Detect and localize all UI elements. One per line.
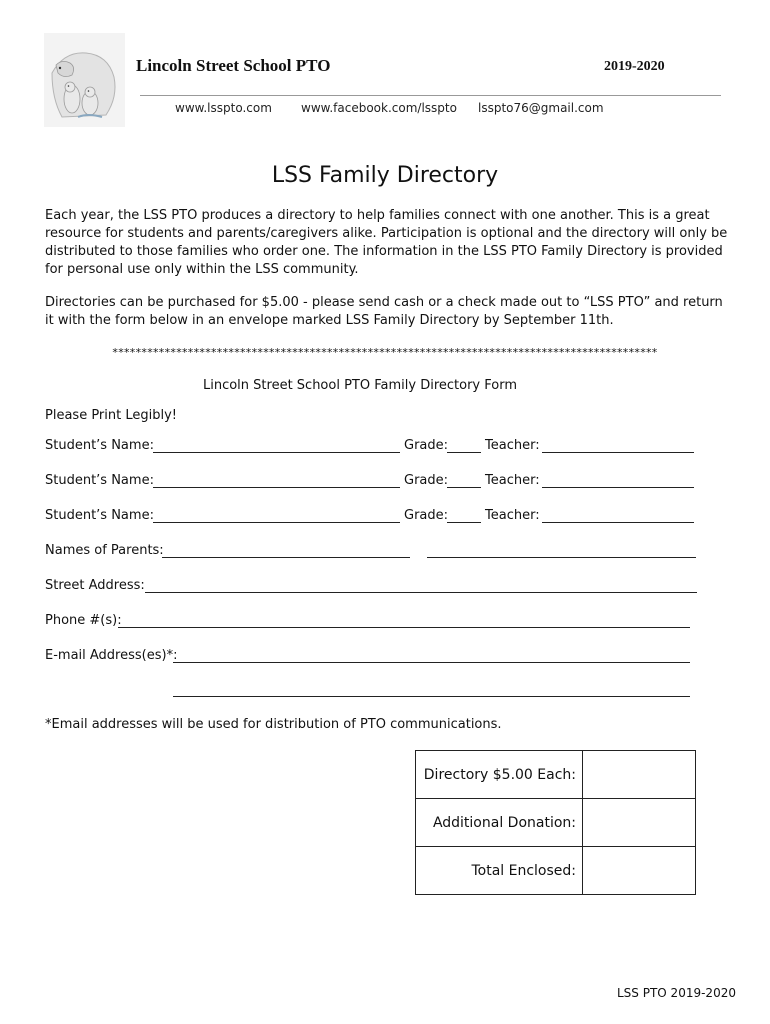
header-divider — [140, 95, 721, 96]
website-link[interactable]: www.lsspto.com — [175, 101, 272, 115]
page-title: LSS Family Directory — [271, 163, 499, 188]
donation-label: Additional Donation: — [416, 799, 583, 847]
teacher-field-1[interactable] — [542, 452, 694, 453]
envelope-label-text: LSS Family Directory — [345, 313, 480, 328]
teacher-field-2[interactable] — [542, 487, 694, 488]
student-name-field-2[interactable] — [153, 487, 400, 488]
table-row — [416, 847, 696, 895]
email-link[interactable]: lsspto76@gmail.com — [478, 101, 604, 115]
parent-name-field-2[interactable] — [427, 557, 696, 558]
grade-field-3[interactable] — [447, 522, 481, 523]
student-name-field-3[interactable] — [153, 522, 400, 523]
table-row — [416, 751, 696, 799]
facebook-link[interactable]: www.facebook.com/lsspto — [301, 101, 457, 115]
student-name-label: Student’s Name: — [45, 473, 154, 488]
email-address-field-2[interactable] — [173, 696, 690, 697]
grade-label: Grade: — [404, 473, 449, 488]
student-name-field-1[interactable] — [153, 452, 400, 453]
street-address-field[interactable] — [145, 592, 697, 593]
polar-bears-logo-icon — [44, 33, 125, 127]
grade-label: Grade: — [404, 438, 449, 453]
table-row — [416, 799, 696, 847]
parent-name-field-1[interactable] — [162, 557, 410, 558]
directory-cost-field[interactable] — [583, 751, 696, 799]
student-name-label: Student’s Name: — [45, 438, 154, 453]
payee-text: LSS PTO — [589, 295, 644, 310]
price-text: $5.00 — [261, 295, 299, 310]
teacher-label: Teacher: — [485, 508, 540, 523]
footer-text: LSS PTO 2019-2020 — [617, 986, 736, 1000]
phone-label: Phone #(s): — [45, 613, 122, 628]
intro-paragraph: Each year, the LSS PTO produces a directory to help families connect with one another. This is a great resource for students and parents/caregivers alike. Participation is optional and the directory will only be distributed to those families who order one. The information in the LSS PTO Family Directory is provided for personal use only within the LSS community. — [45, 208, 728, 277]
grade-field-2[interactable] — [447, 487, 481, 488]
print-legibly-note: Please Print Legibly! — [45, 408, 177, 423]
deadline-text: September 11th — [503, 313, 610, 328]
teacher-field-3[interactable] — [542, 522, 694, 523]
separator-line: ********************************************************************************************** — [112, 346, 658, 359]
email-usage-note: *Email addresses will be used for distribution of PTO communications. — [45, 717, 502, 732]
parents-label: Names of Parents: — [45, 543, 164, 558]
school-year: 2019-2020 — [604, 59, 665, 74]
directory-cost-label: Directory $5.00 Each: — [416, 751, 583, 799]
purchase-paragraph: Directories can be purchased for $5.00 - please send cash or a check made out to “LSS PTO” and return it with the form below in an envelope marked LSS Family Directory by September 11th. — [45, 295, 723, 328]
donation-field[interactable] — [583, 799, 696, 847]
total-enclosed-field[interactable] — [583, 847, 696, 895]
student-name-label: Student’s Name: — [45, 508, 154, 523]
org-name: Lincoln Street School PTO — [136, 56, 331, 75]
form-title: Lincoln Street School PTO Family Directory Form — [202, 378, 517, 393]
grade-field-1[interactable] — [447, 452, 481, 453]
total-enclosed-label: Total Enclosed: — [416, 847, 583, 895]
teacher-label: Teacher: — [485, 473, 540, 488]
street-address-label: Street Address: — [45, 578, 145, 593]
email-address-field-1[interactable] — [173, 662, 690, 663]
phone-field[interactable] — [118, 627, 690, 628]
teacher-label: Teacher: — [485, 438, 540, 453]
grade-label: Grade: — [404, 508, 449, 523]
email-address-label: E-mail Address(es)*: — [45, 648, 178, 663]
payment-table — [415, 750, 696, 895]
